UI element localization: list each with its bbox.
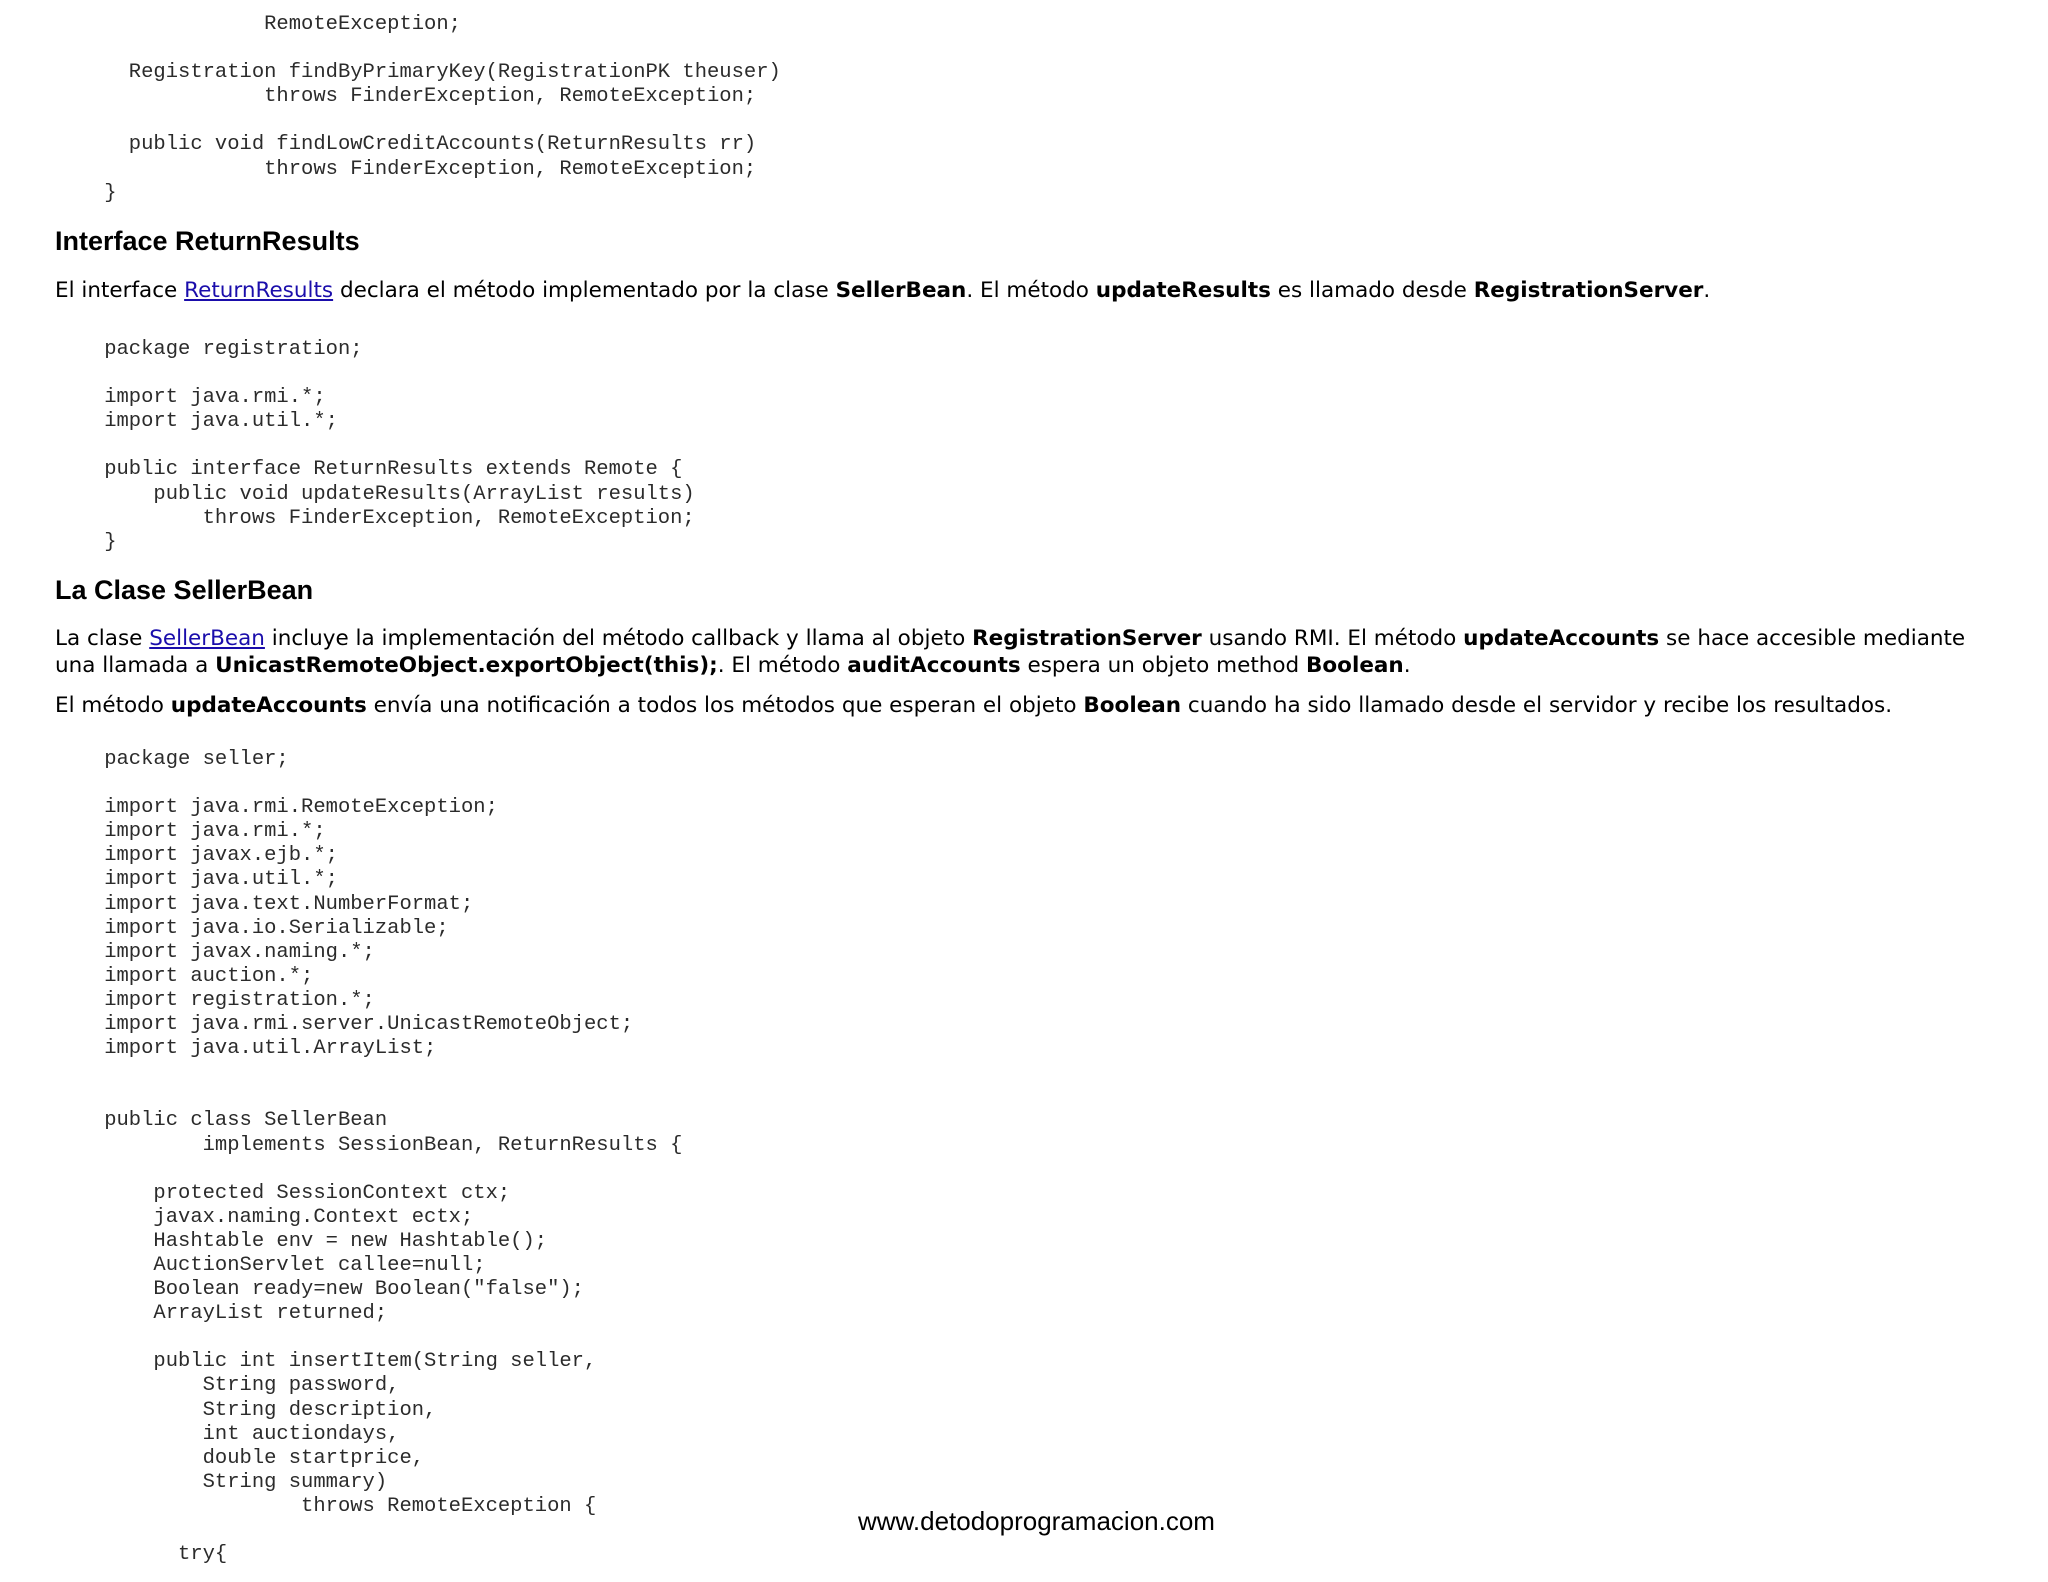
link-sellerbean[interactable]: SellerBean xyxy=(149,626,265,651)
text: La clase xyxy=(55,626,150,651)
bold-text: SellerBean xyxy=(835,278,967,303)
text: se hace accesible mediante una llamada a xyxy=(55,626,1966,678)
text: usando RMI. El método xyxy=(1201,626,1464,651)
paragraph-returnresults xyxy=(55,277,1995,304)
text: El método xyxy=(55,693,171,718)
text: . El método xyxy=(966,278,1096,303)
bold-text: Boolean xyxy=(1306,653,1404,678)
bold-text: updateResults xyxy=(1095,278,1271,303)
code-block-sellerbean: package seller; import java.rmi.RemoteException; import java.rmi.*; import javax.ejb.*; import java.util.*; import java.text.NumberFormat; import java.io.Serializable; import javax.naming.*; import auction.*; import registration.*; import java.rmi.server.UnicastRemoteObject; import java.util.ArrayList; public class SellerBean implements SessionBean, ReturnResults { protected SessionContext ctx; javax.naming.Context ectx; Hashtable env = new Hashtable(); AuctionServlet callee=null; Boolean ready=new Boolean("false"); ArrayList returned; public int insertItem(String seller, String password, String description, int auctiondays, double startprice, String summary) throws RemoteException { try{ xyxy=(104,748,683,1567)
bold-text: updateAccounts xyxy=(1463,626,1660,651)
code-block-top: RemoteException; Registration findByPrimaryKey(RegistrationPK theuser) throws FinderException, RemoteException; public void findLowCreditAccounts(ReturnResults rr) throws FinderException, RemoteException; } xyxy=(104,13,781,205)
footer-website: www.detodoprogramacion.com xyxy=(858,1506,1215,1536)
text: El interface xyxy=(55,278,185,303)
bold-text: UnicastRemoteObject.exportObject(this); xyxy=(215,653,718,678)
text: . El método xyxy=(717,653,848,678)
text: . xyxy=(1403,653,1411,678)
code-block-returnresults: package registration; import java.rmi.*; import java.util.*; public interface ReturnResults extends Remote { public void updateResults(ArrayList results) throws FinderException, RemoteException; } xyxy=(104,338,695,554)
heading-clase-sellerbean: La Clase SellerBean xyxy=(55,575,314,605)
bold-text: Boolean xyxy=(1083,693,1182,718)
text: declara el método implementado por la clase xyxy=(333,278,836,303)
bold-text: RegistrationServer xyxy=(972,626,1202,651)
bold-text: RegistrationServer xyxy=(1473,278,1704,303)
text: es llamado desde xyxy=(1270,278,1474,303)
bold-text: auditAccounts xyxy=(847,653,1021,678)
bold-text: updateAccounts xyxy=(170,693,367,718)
text: . xyxy=(1703,278,1711,303)
paragraph-sellerbean-1 xyxy=(55,625,1995,679)
text: espera un objeto method xyxy=(1020,653,1307,678)
text: incluye la implementación del método callback y llama al objeto xyxy=(264,626,973,651)
link-returnresults[interactable]: ReturnResults xyxy=(184,278,334,303)
paragraph-sellerbean-2 xyxy=(55,692,1995,719)
text: envía una notificación a todos los métodos que esperan el objeto xyxy=(366,693,1084,718)
text: cuando ha sido llamado desde el servidor y recibe los resultados. xyxy=(1181,693,1893,718)
heading-interface-returnresults: Interface ReturnResults xyxy=(55,226,360,256)
